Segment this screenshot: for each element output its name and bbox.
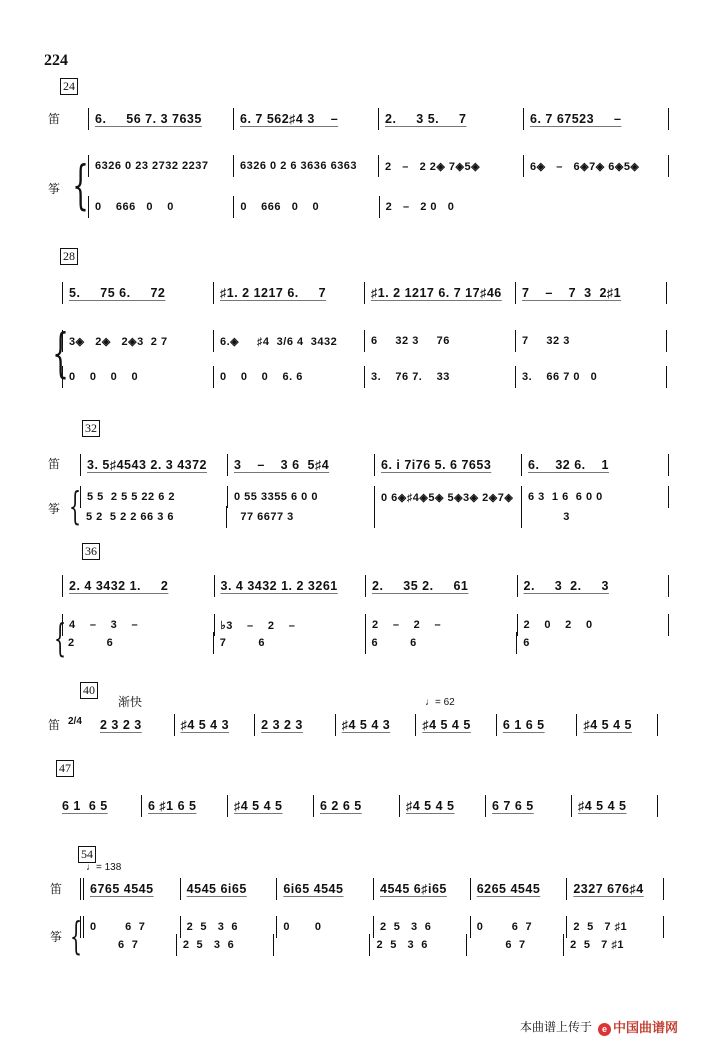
measure: 5 2 5 2 2 66 3 6 — [80, 506, 227, 528]
zheng-upper-staff — [62, 330, 667, 352]
brace: { — [70, 914, 83, 958]
measure: 0 666 0 0 — [89, 196, 234, 218]
rehearsal-mark: 47 — [56, 760, 74, 777]
measure: 6 1 6 5 — [56, 795, 142, 817]
measure: ♯4 5 4 5 — [416, 714, 497, 736]
tempo-value: = 62 — [435, 697, 455, 708]
measure: 3. 76 7. 33 — [365, 366, 516, 388]
measure: 6i65 4545 — [277, 878, 374, 900]
measure: 3 – 3 6 5♯4 — [228, 454, 375, 476]
flute-staff — [80, 878, 664, 900]
measure: 7 32 3 — [516, 330, 667, 352]
rehearsal-mark: 36 — [82, 543, 100, 560]
tempo-mark — [425, 697, 455, 708]
measure: 6326 0 2 6 3636 6363 — [234, 155, 379, 177]
zheng-label: 筝 — [50, 930, 63, 944]
footer-text: 本曲谱上传于 — [520, 1020, 593, 1034]
zheng-lower-staff — [62, 366, 667, 388]
measure: 0 666 0 0 — [234, 196, 379, 218]
measure: 0 0 0 6. 6 — [214, 366, 365, 388]
site-logo[interactable] — [598, 1017, 678, 1036]
zheng-lower-staff — [88, 196, 524, 218]
measure: 2. 3 5. 7 — [379, 108, 524, 130]
measure: 6. 7 562♯4 3 – — [234, 108, 379, 130]
flute-staff — [80, 454, 669, 476]
measure: 3. 66 7 0 0 — [516, 366, 667, 388]
measure: 2 6 — [62, 632, 214, 654]
logo-text: 中国曲谱网 — [613, 1020, 679, 1035]
measure: 3 — [527, 511, 570, 523]
measure — [375, 506, 522, 528]
measure: ♯4 5 4 5 — [228, 795, 314, 817]
rehearsal-mark: 40 — [80, 682, 98, 699]
measure: 6. 7 67523 – — [524, 108, 669, 130]
measure: ♯4 5 4 5 — [572, 795, 658, 817]
measure: ♯4 5 4 5 — [577, 714, 658, 736]
brace: { — [72, 156, 89, 216]
measure: 2 – 2 2◈ 7◈5◈ — [379, 155, 524, 177]
measure: 2 5 7 ♯1 — [570, 939, 624, 951]
flute-label: 笛 — [48, 112, 61, 126]
brace: { — [54, 616, 67, 660]
measure: 3. 5♯4543 2. 3 4372 — [81, 454, 228, 476]
zheng-label: 筝 — [48, 502, 61, 516]
rehearsal-mark: 24 — [60, 78, 78, 95]
zheng-lower-staff — [80, 506, 668, 528]
rehearsal-mark: 28 — [60, 248, 78, 265]
flute-label: 笛 — [50, 882, 63, 896]
measure: 4545 6i65 — [181, 878, 278, 900]
measure — [274, 934, 371, 956]
measure: 6765 4545 — [84, 878, 181, 900]
measure: 5 5 2 5 5 22 6 2 — [81, 486, 228, 508]
measure: 2 – 2 0 0 — [385, 201, 455, 213]
measure: 4 – 3 – — [63, 614, 215, 636]
quarter-note-icon: ♩ — [425, 697, 435, 708]
measure: 0 55 3355 6 0 0 — [228, 486, 375, 508]
measure: 0 0 0 0 — [63, 366, 214, 388]
measure: 2. 35 2. 61 — [366, 575, 518, 597]
measure: 6265 4545 — [471, 878, 568, 900]
brace: { — [69, 484, 82, 528]
measure: 7 6 — [214, 632, 366, 654]
measure: 0 6 7 — [84, 916, 181, 938]
measure: 6 3 1 6 6 0 0 — [522, 486, 669, 508]
measure: 0 6◈♯4◈5◈ 5◈3◈ 2◈7◈ — [375, 486, 522, 508]
flute-label: 笛 — [48, 718, 61, 732]
flute-staff — [56, 795, 658, 817]
measure: 2 3 2 3 — [94, 714, 175, 736]
measure: 2 – 2 – — [366, 614, 518, 636]
page-number: 224 — [44, 52, 68, 69]
measure: 3. 4 3432 1. 2 3261 — [215, 575, 367, 597]
measure: ♯4 5 4 3 — [336, 714, 417, 736]
quarter-note-icon: ♩ — [86, 862, 96, 873]
measure: ♯4 5 4 5 — [400, 795, 486, 817]
measure: ♯4 5 4 3 — [175, 714, 256, 736]
measure: 2 5 3 6 — [374, 916, 471, 938]
flute-label: 笛 — [48, 457, 61, 471]
measure: 6 1 6 5 — [497, 714, 578, 736]
measure: 7 – 7 3 2♯1 — [516, 282, 667, 304]
flute-staff — [62, 282, 667, 304]
zheng-label: 筝 — [48, 182, 61, 196]
rehearsal-mark: 54 — [78, 846, 96, 863]
measure: 0 0 — [277, 916, 374, 938]
measure: 3◈ 2◈ 2◈3 2 7 — [63, 330, 214, 352]
measure: 6.◈ ♯4 3/6 4 3432 — [214, 330, 365, 352]
measure: 2. 3 2. 3 — [518, 575, 670, 597]
zheng-upper-staff — [88, 155, 669, 177]
time-signature: 2/4 — [68, 716, 82, 727]
measure: 6 32 3 76 — [365, 330, 516, 352]
flute-staff — [62, 575, 669, 597]
footer — [520, 1017, 678, 1036]
measure: 6 — [523, 637, 530, 649]
zheng-lower-staff — [62, 632, 668, 654]
measure: 6. i 7i76 5. 6 7653 — [375, 454, 522, 476]
measure: 2 3 2 3 — [255, 714, 336, 736]
measure: 6 ♯1 6 5 — [142, 795, 228, 817]
measure: ♭3 – 2 – — [215, 614, 367, 636]
measure: 6 7 — [80, 934, 177, 956]
measure: 6 2 6 5 — [314, 795, 400, 817]
measure: 4545 6♯i65 — [374, 878, 471, 900]
measure: 0 6 7 — [471, 916, 568, 938]
flute-staff — [94, 714, 658, 736]
measure: 6 7 — [467, 934, 564, 956]
expression-mark: 渐快 — [118, 695, 143, 709]
measure: 2. 4 3432 1. 2 — [63, 575, 215, 597]
measure: 2 5 7 ♯1 — [567, 916, 664, 938]
measure: 2327 676♯4 — [567, 878, 664, 900]
measure: 6 7 6 5 — [486, 795, 572, 817]
measure: ♯1. 2 1217 6. 7 17♯46 — [365, 282, 516, 304]
measure: ♯1. 2 1217 6. 7 — [214, 282, 365, 304]
logo-icon: e — [598, 1023, 611, 1036]
zheng-upper-staff — [80, 486, 669, 508]
measure: 6 6 — [366, 632, 518, 654]
measure: 6326 0 23 2732 2237 — [89, 155, 234, 177]
flute-staff — [88, 108, 669, 130]
measure: 2 5 3 6 — [370, 934, 467, 956]
measure: 2 5 3 6 — [177, 934, 274, 956]
measure: 6. 32 6. 1 — [522, 454, 669, 476]
brace: { — [52, 324, 69, 384]
measure: 5. 75 6. 72 — [63, 282, 214, 304]
measure: 6. 56 7. 3 7635 — [89, 108, 234, 130]
measure: 77 6677 3 — [227, 506, 374, 528]
zheng-lower-staff — [80, 934, 660, 956]
measure: 6◈ – 6◈7◈ 6◈5◈ — [524, 155, 669, 177]
tempo-value: = 138 — [96, 862, 122, 873]
tempo-mark — [86, 862, 121, 873]
rehearsal-mark: 32 — [82, 420, 100, 437]
measure: 2 5 3 6 — [181, 916, 278, 938]
measure: 2 0 2 0 — [518, 614, 670, 636]
